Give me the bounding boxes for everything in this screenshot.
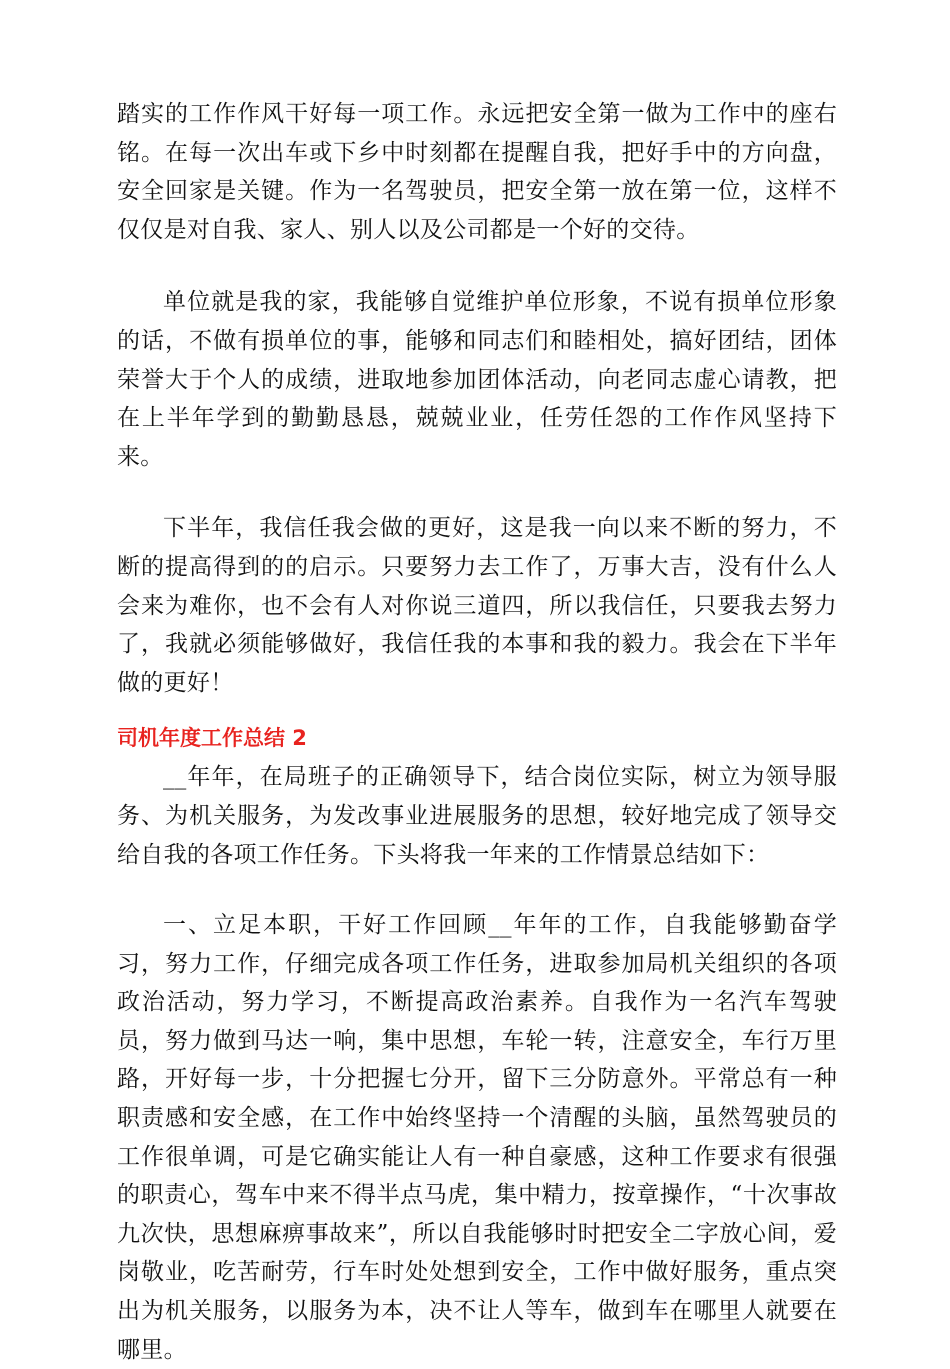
paragraph-safety: 踏实的工作作风干好每一项工作。永远把安全第一做为工作中的座右铭。在每一次出车或下乡中时刻都在提醒自我，把好手中的方向盘，安全回家是关键。作为一名驾驶员，把安全第一放在第一位，这样不仅仅是对自我、家人、别人以及公司都是一个好的交待。 [117,101,837,243]
paragraph-part-one: 一、立足本职，干好工作回顾__年年的工作，自我能够勤奋学习，努力工作，仔细完成各项工作任务，进取参加局机关组织的各项政治活动，努力学习，不断提高政治素养。自我作为一名汽车驾驶员，努力做到马达一响，集中思想，车轮一转，注意安全，车行万里路，开好每一步，十分把握七分开，留下三分防意外。平常总有一种职责感和安全感，在工作中始终坚持一个清醒的头脑，虽然驾驶员的工作很单调，可是它确实能让人有一种自豪感，这种工作要求有很强的职责心，驾车中来不得半点马虎，集中精力，按章操作，“十次事故九次快，思想麻痹事故来”，所以自我能够时时把安全二字放心间，爱岗敬业，吃苦耐劳，行车时处处想到安全，工作中做好服务，重点突出为机关服务，以服务为本，决不让人等车，做到车在哪里人就要在哪里。 [117,912,837,1363]
document-page [117,95,837,1369]
paragraph-unit-home: 单位就是我的家，我能够自觉维护单位形象，不说有损单位形象的话，不做有损单位的事，能够和同志们和睦相处，搞好团结，团体荣誉大于个人的成绩，进取地参加团体活动，向老同志虚心请教，把在上半年学到的勤勤恳恳，兢兢业业，任劳任怨的工作作风坚持下来。 [117,289,837,470]
paragraph-second-half-year: 下半年，我信任我会做的更好，这是我一向以来不断的努力，不断的提高得到的的启示。只要努力去工作了，万事大吉，没有什么人会来为难你，也不会有人对你说三道四，所以我信任，只要我去努力了，我就必须能够做好，我信任我的本事和我的毅力。我会在下半年做的更好！ [117,515,837,696]
paragraph-intro: __年年，在局班子的正确领导下，结合岗位实际，树立为领导服务、为机关服务，为发改事业进展服务的思想，较好地完成了领导交给自我的各项工作任务。下头将我一年来的工作情景总结如下： [117,764,837,868]
section-heading: 司机年度工作总结 2 [117,726,307,751]
